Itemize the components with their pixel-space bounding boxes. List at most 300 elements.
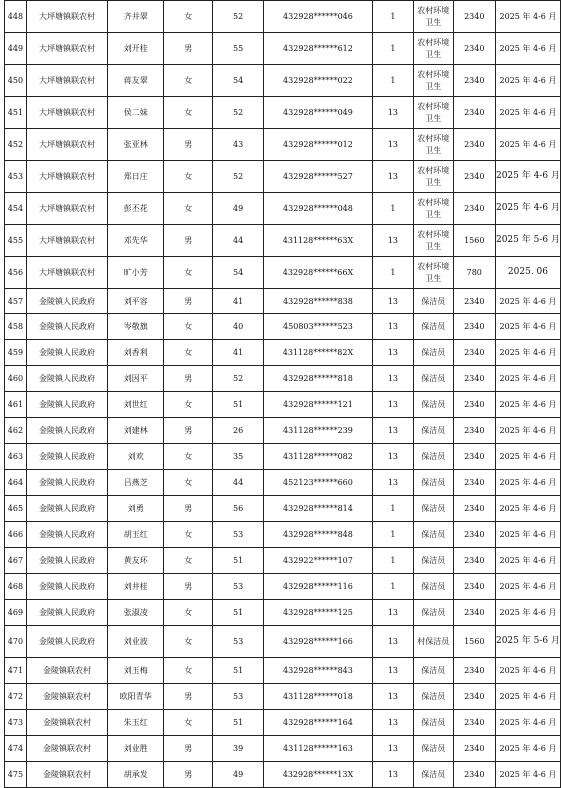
table-row (5, 225, 561, 257)
cell-age: 55 (213, 33, 264, 65)
cell-sex: 女 (164, 65, 213, 97)
cell-unit: 金陵镇联农村 (26, 736, 107, 762)
cell-name: 刘欢 (108, 444, 164, 470)
cell-age: 53 (213, 684, 264, 710)
table-row (5, 314, 561, 340)
cell-name: 蒋友翠 (108, 65, 164, 97)
cell-age: 53 (213, 522, 264, 548)
cell-id-number: 432928******66X (264, 257, 373, 289)
cell-unit: 大坪塘镇联农村 (26, 225, 107, 257)
cell-wage: 2340 (453, 340, 495, 366)
cell-period: 2025 年 5-6 月 (495, 626, 560, 658)
cell-unit: 金陵镇人民政府 (26, 340, 107, 366)
cell-number: 458 (5, 314, 27, 340)
cell-unit: 大坪塘镇联农村 (26, 33, 107, 65)
cell-name: 岑敬旗 (108, 314, 164, 340)
cell-period: 2025 年 4-6 月 (495, 193, 560, 225)
table-row (5, 97, 561, 129)
cell-id-number: 432928******818 (264, 366, 373, 392)
cell-period: 2025 年 4-6 月 (495, 710, 560, 736)
cell-id-number: 432928******527 (264, 161, 373, 193)
cell-name: 欧阳青华 (108, 684, 164, 710)
cell-post: 保洁员 (414, 710, 454, 736)
cell-post: 保洁员 (414, 762, 454, 788)
cell-age: 41 (213, 289, 264, 314)
cell-period: 2025 年 4-6 月 (495, 736, 560, 762)
cell-sex: 女 (164, 658, 213, 684)
cell-period: 2025 年 4-6 月 (495, 444, 560, 470)
cell-unit: 金陵镇人民政府 (26, 444, 107, 470)
cell-age: 49 (213, 762, 264, 788)
cell-age: 40 (213, 314, 264, 340)
cell-age: 53 (213, 626, 264, 658)
cell-sex: 男 (164, 684, 213, 710)
cell-number: 462 (5, 418, 27, 444)
cell-wage: 2340 (453, 444, 495, 470)
cell-months: 13 (372, 289, 413, 314)
cell-unit: 金陵镇人民政府 (26, 574, 107, 600)
table-row (5, 762, 561, 788)
cell-name: 刘世红 (108, 392, 164, 418)
table-row (5, 33, 561, 65)
cell-months: 13 (372, 710, 413, 736)
cell-post: 农村环境卫生 (414, 65, 454, 97)
cell-name: 吕燕芝 (108, 470, 164, 496)
table-row (5, 470, 561, 496)
cell-age: 51 (213, 392, 264, 418)
cell-name: 侯二妹 (108, 97, 164, 129)
cell-unit: 金陵镇人民政府 (26, 289, 107, 314)
table-row (5, 418, 561, 444)
cell-wage: 2340 (453, 600, 495, 626)
cell-age: 51 (213, 710, 264, 736)
cell-unit: 金陵镇人民政府 (26, 418, 107, 444)
cell-number: 474 (5, 736, 27, 762)
cell-name: 刘勇 (108, 496, 164, 522)
cell-months: 13 (372, 97, 413, 129)
cell-sex: 女 (164, 600, 213, 626)
cell-number: 456 (5, 257, 27, 289)
cell-name: 刘开桂 (108, 33, 164, 65)
cell-number: 464 (5, 470, 27, 496)
cell-months: 13 (372, 225, 413, 257)
cell-period: 2025 年 4-6 月 (495, 574, 560, 600)
cell-id-number: 432928******164 (264, 710, 373, 736)
cell-id-number: 431128******82X (264, 340, 373, 366)
cell-period: 2025 年 4-6 月 (495, 548, 560, 574)
cell-wage: 2340 (453, 496, 495, 522)
cell-name: 刘井桂 (108, 574, 164, 600)
cell-sex: 男 (164, 418, 213, 444)
cell-sex: 女 (164, 314, 213, 340)
cell-months: 13 (372, 684, 413, 710)
cell-name: 朱玉红 (108, 710, 164, 736)
cell-post: 村保洁员 (414, 626, 454, 658)
cell-wage: 2340 (453, 65, 495, 97)
cell-months: 1 (372, 257, 413, 289)
cell-period: 2025 年 4-6 月 (495, 762, 560, 788)
cell-sex: 女 (164, 161, 213, 193)
cell-wage: 2340 (453, 314, 495, 340)
cell-sex: 女 (164, 548, 213, 574)
cell-months: 1 (372, 193, 413, 225)
table-row (5, 736, 561, 762)
cell-months: 1 (372, 522, 413, 548)
cell-id-number: 432928******012 (264, 129, 373, 161)
cell-name: 郑日庄 (108, 161, 164, 193)
table-row (5, 392, 561, 418)
cell-age: 52 (213, 161, 264, 193)
cell-number: 453 (5, 161, 27, 193)
cell-name: 刘业胜 (108, 736, 164, 762)
cell-months: 13 (372, 314, 413, 340)
cell-id-number: 432922******107 (264, 548, 373, 574)
cell-months: 13 (372, 392, 413, 418)
cell-months: 13 (372, 762, 413, 788)
cell-id-number: 431128******018 (264, 684, 373, 710)
cell-post: 保洁员 (414, 522, 454, 548)
cell-unit: 金陵镇联农村 (26, 684, 107, 710)
cell-age: 44 (213, 470, 264, 496)
cell-number: 475 (5, 762, 27, 788)
cell-age: 54 (213, 65, 264, 97)
cell-months: 13 (372, 418, 413, 444)
cell-wage: 2340 (453, 684, 495, 710)
cell-period: 2025 年 4-6 月 (495, 161, 560, 193)
cell-post: 农村环境卫生 (414, 257, 454, 289)
cell-sex: 男 (164, 574, 213, 600)
cell-name: 齐井翠 (108, 1, 164, 33)
cell-age: 54 (213, 257, 264, 289)
cell-wage: 2340 (453, 129, 495, 161)
cell-age: 51 (213, 600, 264, 626)
cell-post: 农村环境卫生 (414, 33, 454, 65)
cell-age: 52 (213, 366, 264, 392)
table-row (5, 684, 561, 710)
cell-id-number: 431128******082 (264, 444, 373, 470)
cell-unit: 金陵镇联农村 (26, 710, 107, 736)
cell-wage: 2340 (453, 522, 495, 548)
cell-post: 农村环境卫生 (414, 193, 454, 225)
cell-post: 保洁员 (414, 366, 454, 392)
table-row (5, 522, 561, 548)
cell-period: 2025 年 4-6 月 (495, 366, 560, 392)
cell-sex: 女 (164, 710, 213, 736)
cell-period: 2025 年 4-6 月 (495, 418, 560, 444)
cell-post: 保洁员 (414, 444, 454, 470)
cell-sex: 男 (164, 496, 213, 522)
cell-months: 1 (372, 574, 413, 600)
cell-name: 刘建林 (108, 418, 164, 444)
cell-wage: 2340 (453, 33, 495, 65)
cell-months: 13 (372, 129, 413, 161)
cell-id-number: 432928******848 (264, 522, 373, 548)
table-row (5, 65, 561, 97)
cell-number: 471 (5, 658, 27, 684)
cell-id-number: 432928******612 (264, 33, 373, 65)
cell-unit: 金陵镇联农村 (26, 762, 107, 788)
cell-months: 13 (372, 736, 413, 762)
table-row (5, 496, 561, 522)
cell-unit: 金陵镇人民政府 (26, 522, 107, 548)
cell-unit: 大坪塘镇联农村 (26, 65, 107, 97)
cell-age: 56 (213, 496, 264, 522)
cell-age: 53 (213, 574, 264, 600)
cell-sex: 女 (164, 626, 213, 658)
cell-name: 旷小芳 (108, 257, 164, 289)
cell-name: 彭丕花 (108, 193, 164, 225)
cell-number: 470 (5, 626, 27, 658)
cell-id-number: 432928******13X (264, 762, 373, 788)
cell-post: 保洁员 (414, 470, 454, 496)
cell-id-number: 432928******022 (264, 65, 373, 97)
cell-number: 454 (5, 193, 27, 225)
cell-unit: 金陵镇人民政府 (26, 548, 107, 574)
cell-number: 451 (5, 97, 27, 129)
table-row (5, 574, 561, 600)
cell-sex: 女 (164, 522, 213, 548)
cell-post: 保洁员 (414, 392, 454, 418)
cell-number: 459 (5, 340, 27, 366)
cell-number: 469 (5, 600, 27, 626)
cell-period: 2025 年 4-6 月 (495, 600, 560, 626)
cell-number: 473 (5, 710, 27, 736)
cell-post: 保洁员 (414, 314, 454, 340)
cell-wage: 2340 (453, 418, 495, 444)
cell-months: 13 (372, 444, 413, 470)
cell-post: 农村环境卫生 (414, 97, 454, 129)
table-row (5, 600, 561, 626)
cell-age: 49 (213, 193, 264, 225)
cell-sex: 男 (164, 366, 213, 392)
cell-unit: 金陵镇人民政府 (26, 314, 107, 340)
cell-period: 2025 年 4-6 月 (495, 522, 560, 548)
table-row (5, 289, 561, 314)
table-row (5, 193, 561, 225)
cell-months: 13 (372, 600, 413, 626)
cell-number: 449 (5, 33, 27, 65)
cell-wage: 2340 (453, 574, 495, 600)
table-row (5, 1, 561, 33)
cell-post: 保洁员 (414, 548, 454, 574)
cell-period: 2025 年 4-6 月 (495, 392, 560, 418)
cell-wage: 2340 (453, 193, 495, 225)
cell-wage: 1560 (453, 225, 495, 257)
table-row (5, 626, 561, 658)
cell-id-number: 432928******049 (264, 97, 373, 129)
cell-id-number: 432928******121 (264, 392, 373, 418)
cell-sex: 男 (164, 33, 213, 65)
cell-wage: 2340 (453, 366, 495, 392)
cell-name: 黄友环 (108, 548, 164, 574)
cell-unit: 金陵镇人民政府 (26, 600, 107, 626)
cell-unit: 金陵镇人民政府 (26, 496, 107, 522)
cell-name: 刘因平 (108, 366, 164, 392)
cell-post: 农村环境卫生 (414, 225, 454, 257)
cell-period: 2025 年 4-6 月 (495, 1, 560, 33)
cell-wage: 2340 (453, 762, 495, 788)
cell-months: 1 (372, 548, 413, 574)
cell-number: 455 (5, 225, 27, 257)
cell-post: 农村环境卫生 (414, 161, 454, 193)
cell-wage: 2340 (453, 736, 495, 762)
cell-id-number: 450803******523 (264, 314, 373, 340)
cell-wage: 2340 (453, 658, 495, 684)
cell-unit: 金陵镇人民政府 (26, 470, 107, 496)
cell-period: 2025 年 4-6 月 (495, 496, 560, 522)
cell-post: 农村环境卫生 (414, 129, 454, 161)
table-row (5, 129, 561, 161)
cell-period: 2025 年 4-6 月 (495, 658, 560, 684)
cell-name: 胡玉红 (108, 522, 164, 548)
cell-wage: 780 (453, 257, 495, 289)
cell-wage: 2340 (453, 289, 495, 314)
cell-post: 保洁员 (414, 418, 454, 444)
cell-period: 2025 年 4-6 月 (495, 684, 560, 710)
cell-name: 刘平容 (108, 289, 164, 314)
table-row (5, 658, 561, 684)
cell-wage: 2340 (453, 1, 495, 33)
cell-age: 51 (213, 548, 264, 574)
cell-unit: 大坪塘镇联农村 (26, 161, 107, 193)
cell-unit: 大坪塘镇联农村 (26, 193, 107, 225)
cell-number: 461 (5, 392, 27, 418)
cell-sex: 女 (164, 392, 213, 418)
cell-unit: 大坪塘镇联农村 (26, 257, 107, 289)
cell-post: 保洁员 (414, 600, 454, 626)
cell-months: 13 (372, 340, 413, 366)
cell-period: 2025 年 5-6 月 (495, 225, 560, 257)
cell-id-number: 432928******166 (264, 626, 373, 658)
cell-period: 2025 年 4-6 月 (495, 470, 560, 496)
cell-age: 43 (213, 129, 264, 161)
cell-sex: 女 (164, 444, 213, 470)
cell-period: 2025 年 4-6 月 (495, 97, 560, 129)
cell-period: 2025 年 4-6 月 (495, 129, 560, 161)
cell-name: 胡承发 (108, 762, 164, 788)
cell-id-number: 432928******843 (264, 658, 373, 684)
cell-months: 13 (372, 626, 413, 658)
table-body (5, 1, 561, 788)
cell-months: 1 (372, 1, 413, 33)
cell-sex: 男 (164, 289, 213, 314)
cell-sex: 男 (164, 736, 213, 762)
cell-months: 13 (372, 658, 413, 684)
table-row (5, 444, 561, 470)
cell-wage: 1560 (453, 626, 495, 658)
cell-unit: 金陵镇联农村 (26, 658, 107, 684)
cell-period: 2025 年 4-6 月 (495, 314, 560, 340)
cell-id-number: 432928******814 (264, 496, 373, 522)
cell-wage: 2340 (453, 548, 495, 574)
cell-sex: 女 (164, 1, 213, 33)
cell-id-number: 432928******116 (264, 574, 373, 600)
cell-months: 1 (372, 65, 413, 97)
cell-sex: 女 (164, 193, 213, 225)
cell-number: 457 (5, 289, 27, 314)
cell-wage: 2340 (453, 161, 495, 193)
cell-age: 41 (213, 340, 264, 366)
cell-wage: 2340 (453, 470, 495, 496)
cell-number: 472 (5, 684, 27, 710)
cell-period: 2025 年 4-6 月 (495, 33, 560, 65)
cell-number: 468 (5, 574, 27, 600)
cell-number: 463 (5, 444, 27, 470)
table-row (5, 548, 561, 574)
cell-post: 保洁员 (414, 289, 454, 314)
cell-months: 13 (372, 470, 413, 496)
cell-age: 51 (213, 658, 264, 684)
table-row (5, 340, 561, 366)
subsidy-roster-table (4, 0, 561, 788)
cell-id-number: 431128******239 (264, 418, 373, 444)
cell-unit: 金陵镇人民政府 (26, 366, 107, 392)
cell-post: 保洁员 (414, 496, 454, 522)
cell-name: 张亚林 (108, 129, 164, 161)
cell-number: 460 (5, 366, 27, 392)
cell-post: 保洁员 (414, 658, 454, 684)
cell-post: 保洁员 (414, 736, 454, 762)
cell-post: 保洁员 (414, 340, 454, 366)
cell-sex: 女 (164, 470, 213, 496)
cell-name: 张淑凌 (108, 600, 164, 626)
cell-sex: 女 (164, 257, 213, 289)
cell-wage: 2340 (453, 710, 495, 736)
cell-id-number: 431128******63X (264, 225, 373, 257)
cell-months: 1 (372, 33, 413, 65)
cell-id-number: 432928******125 (264, 600, 373, 626)
cell-age: 44 (213, 225, 264, 257)
cell-period: 2025 年 4-6 月 (495, 65, 560, 97)
cell-period: 2025. 06 (495, 257, 560, 289)
cell-name: 刘香利 (108, 340, 164, 366)
cell-number: 450 (5, 65, 27, 97)
cell-post: 保洁员 (414, 574, 454, 600)
cell-sex: 男 (164, 129, 213, 161)
cell-sex: 男 (164, 225, 213, 257)
cell-age: 39 (213, 736, 264, 762)
cell-sex: 女 (164, 97, 213, 129)
cell-unit: 大坪塘镇联农村 (26, 1, 107, 33)
cell-name: 刘业波 (108, 626, 164, 658)
cell-number: 465 (5, 496, 27, 522)
cell-unit: 大坪塘镇联农村 (26, 129, 107, 161)
cell-age: 35 (213, 444, 264, 470)
cell-months: 13 (372, 161, 413, 193)
cell-id-number: 432928******046 (264, 1, 373, 33)
cell-id-number: 432928******838 (264, 289, 373, 314)
cell-period: 2025 年 4-6 月 (495, 289, 560, 314)
cell-unit: 大坪塘镇联农村 (26, 97, 107, 129)
cell-post: 保洁员 (414, 684, 454, 710)
cell-id-number: 432928******048 (264, 193, 373, 225)
cell-unit: 金陵镇人民政府 (26, 626, 107, 658)
table-row (5, 710, 561, 736)
table-row (5, 161, 561, 193)
cell-months: 1 (372, 496, 413, 522)
cell-age: 52 (213, 1, 264, 33)
table-row (5, 257, 561, 289)
cell-months: 13 (372, 366, 413, 392)
cell-unit: 金陵镇人民政府 (26, 392, 107, 418)
cell-sex: 男 (164, 762, 213, 788)
cell-period: 2025 年 4-6 月 (495, 340, 560, 366)
cell-age: 52 (213, 97, 264, 129)
cell-sex: 女 (164, 340, 213, 366)
cell-wage: 2340 (453, 392, 495, 418)
table-row (5, 366, 561, 392)
cell-number: 466 (5, 522, 27, 548)
